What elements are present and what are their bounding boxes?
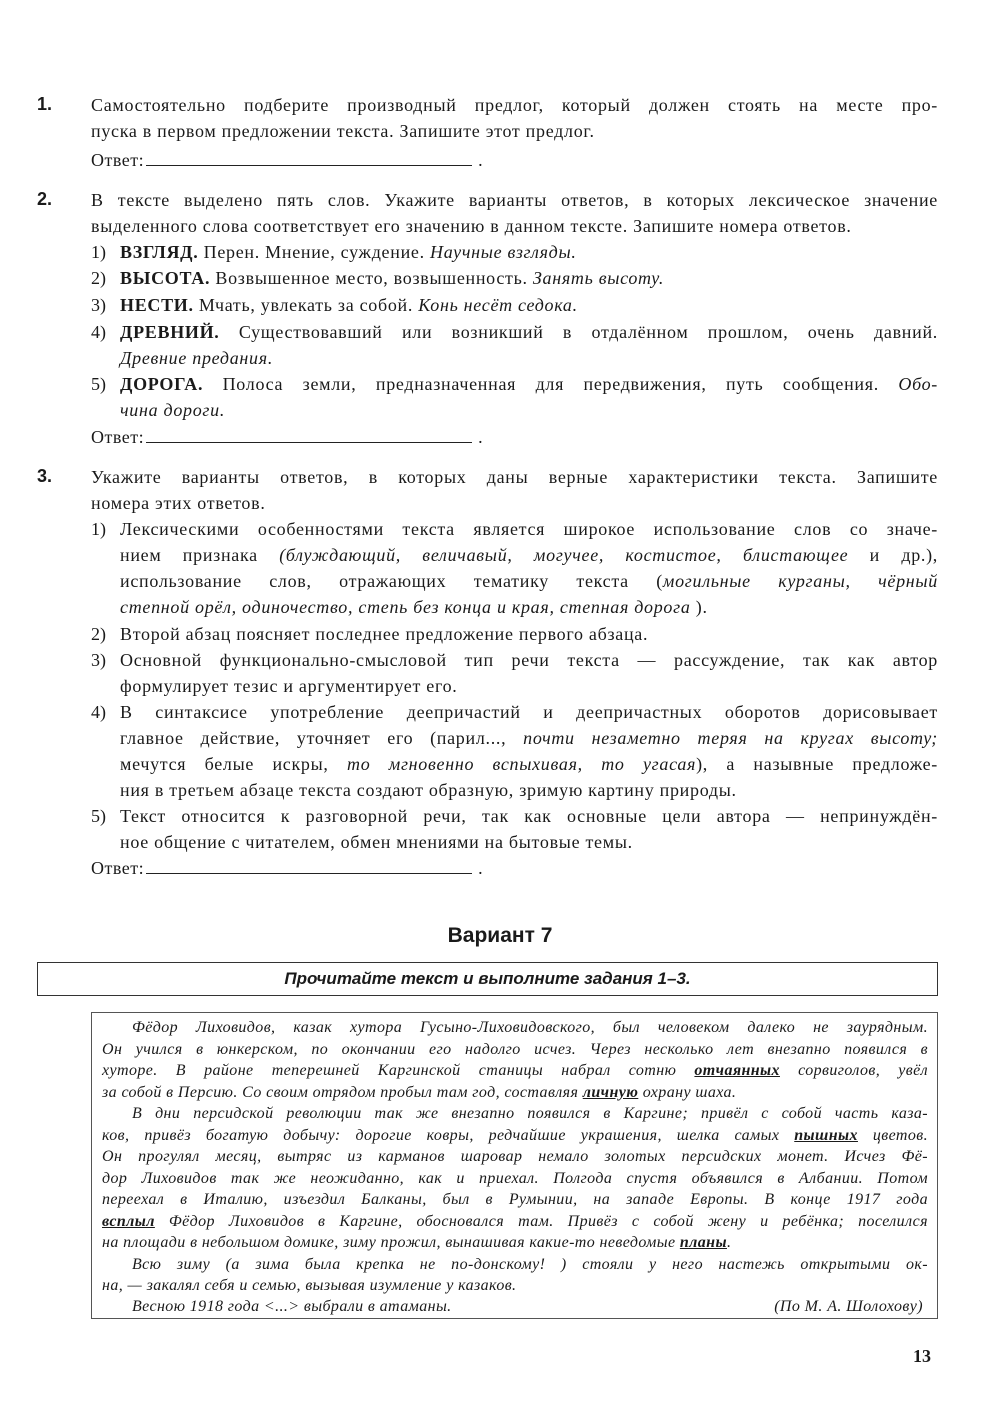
option-text: нием признака (блуждающий, величавый, могучее, костистое, блистающее и др.), <box>120 545 939 565</box>
answer-line[interactable] <box>146 426 472 443</box>
option-number: 5) <box>91 374 106 394</box>
task-instruction-box: Прочитайте текст и выполните задания 1–3. <box>37 962 938 996</box>
passage-source: (По М. А. Шолохову) <box>774 1298 923 1315</box>
question-text: Укажите варианты ответов, в которых даны верные характеристики текста. Запишите <box>91 467 938 487</box>
answer-field[interactable] <box>91 857 483 879</box>
passage-line: за собой в Персию. Со своим отрядом пробыл там год, составляя личную охрану шаха. <box>102 1084 737 1101</box>
option-number: 2) <box>91 624 106 644</box>
answer-end: . <box>478 427 484 447</box>
option-text: ВЫСОТА. Возвышенное место, возвышенность. Занять высоту. <box>120 268 665 288</box>
question-text: номера этих ответов. <box>91 493 266 513</box>
option-number: 3) <box>91 650 106 670</box>
passage-line: хуторе. В районе теперешней Каргинской станицы набрал сотню отчаянных сорвиголов, увёл <box>102 1062 928 1079</box>
passage-line: Всю зиму (а зима была крепка не по-донскому! ) стояли у него настежь открытыми ок- <box>132 1256 928 1273</box>
option-text: Основной функционально-смысловой тип речи текста — рассуждение, так как автор <box>120 650 938 670</box>
page-number: 13 <box>913 1346 931 1366</box>
option-text: ное общение с читателем, обмен мнениями на бытовые темы. <box>120 832 633 852</box>
option-example: Древние предания. <box>120 348 274 368</box>
passage-line: всплыл Фёдор Лиховидов в Каргине, обосновался там. Привёз с собой жену и ребёнка; поселился <box>102 1213 928 1230</box>
question-number: 2. <box>37 189 53 209</box>
option-number: 4) <box>91 702 106 722</box>
option-text: НЕСТИ. Мчать, увлекать за собой. Конь несёт седока. <box>120 295 578 315</box>
passage-line: ков, привёз богатую добычу: дорогие ковры, редчайшие украшения, шелка самых пышных цветов. <box>102 1127 928 1144</box>
question-text: выделенного слова соответствует его значению в данном тексте. Запишите номера ответов. <box>91 216 852 236</box>
answer-line[interactable] <box>146 857 472 874</box>
passage-line: дор Лиховидов так же неожиданно, как и приехал. Полгода спустя объявился в Албании. Потом <box>102 1170 928 1187</box>
passage-line: Он учился в юнкерском, по окончании его надолго исчез. Через несколько лет внезапно появился в <box>102 1041 928 1058</box>
option-number: 3) <box>91 295 106 315</box>
highlighted-word: пышных <box>794 1127 858 1144</box>
option-text: мечутся белые искры, то мгновенно вспыхивая, то угасая), а назывные предложе- <box>120 754 938 774</box>
option-text: использование слов, отражающих тематику текста (могильные курганы, чёрный <box>120 571 939 591</box>
option-text: В синтаксисе употребление деепричастий и деепричастных оборотов дорисовывает <box>120 702 938 722</box>
variant-heading: Вариант 7 <box>447 924 553 947</box>
passage-line: Фёдор Лиховидов, казак хутора Гусыно-Лиховидовского, был человеком далеко не заурядным. <box>132 1019 928 1036</box>
option-text: главное действие, уточняет его (парил..., почти незаметно теряя на кругах высоту; <box>120 728 938 748</box>
passage-line: переехал в Италию, изъездил Балканы, был в Румынии, на западе Европы. В конце 1917 года <box>102 1191 928 1208</box>
option-text: Лексическими особенностями текста является широкое использование слов со значе- <box>120 519 938 539</box>
question-text: Самостоятельно подберите производный предлог, который должен стоять на месте про- <box>91 95 938 115</box>
option-text: ВЗГЛЯД. Перен. Мнение, суждение. Научные взгляды. <box>120 242 577 262</box>
option-text: Текст относится к разговорной речи, так как основные цели автора — непринуждён- <box>120 806 938 826</box>
question-text: В тексте выделено пять слов. Укажите варианты ответов, в которых лексическое значение <box>91 190 938 210</box>
highlighted-word: планы <box>679 1234 727 1251</box>
answer-label: Ответ: <box>91 427 145 447</box>
option-text: ДРЕВНИЙ. Существовавший или возникший в отдалённом прошлом, очень давний. <box>120 322 938 342</box>
option-text: ния в третьем абзаце текста создают образную, зримую картину природы. <box>120 780 737 800</box>
passage-line: Он прогулял месяц, вытряс из карманов шаровар немало золотых персидских монет. Исчез Фё- <box>102 1148 928 1165</box>
passage-line: Весною 1918 года <...> выбрали в атаманы. <box>132 1298 452 1315</box>
option-text: формулирует тезис и аргументирует его. <box>120 676 458 696</box>
highlighted-word: отчаянных <box>694 1062 780 1079</box>
option-text: Второй абзац поясняет последнее предложение первого абзаца. <box>120 624 649 644</box>
option-number: 2) <box>91 268 106 288</box>
highlighted-word: всплыл <box>102 1213 155 1230</box>
answer-end: . <box>478 858 484 878</box>
option-number: 1) <box>91 519 106 539</box>
passage-line: В дни персидской революции так же внезапно появился в Каргине; привёл с собой часть каза- <box>132 1105 928 1122</box>
highlighted-word: личную <box>582 1084 639 1101</box>
option-number: 4) <box>91 322 106 342</box>
reading-passage <box>91 1012 938 1319</box>
option-number: 1) <box>91 242 106 262</box>
passage-line: на, — закалял себя и семью, вызывая изумление у казаков. <box>102 1277 517 1294</box>
answer-end: . <box>478 150 484 170</box>
question-text: пуска в первом предложении текста. Запишите этот предлог. <box>91 121 595 141</box>
option-example: чина дороги. <box>120 400 226 420</box>
answer-line[interactable] <box>146 149 472 166</box>
option-text: степной орёл, одиночество, степь без конца и края, степная дорога ). <box>120 597 708 617</box>
option-text: ДОРОГА. Полоса земли, предназначенная для передвижения, путь сообщения. Обо- <box>120 374 938 394</box>
question-number: 1. <box>37 94 53 114</box>
question-number: 3. <box>37 466 53 486</box>
answer-field[interactable] <box>91 149 483 171</box>
passage-line: на площади в небольшом домике, зиму прожил, вынашивая какие-то неведомые планы. <box>102 1234 732 1251</box>
answer-field[interactable] <box>91 426 483 448</box>
answer-label: Ответ: <box>91 150 145 170</box>
answer-label: Ответ: <box>91 858 145 878</box>
option-number: 5) <box>91 806 106 826</box>
